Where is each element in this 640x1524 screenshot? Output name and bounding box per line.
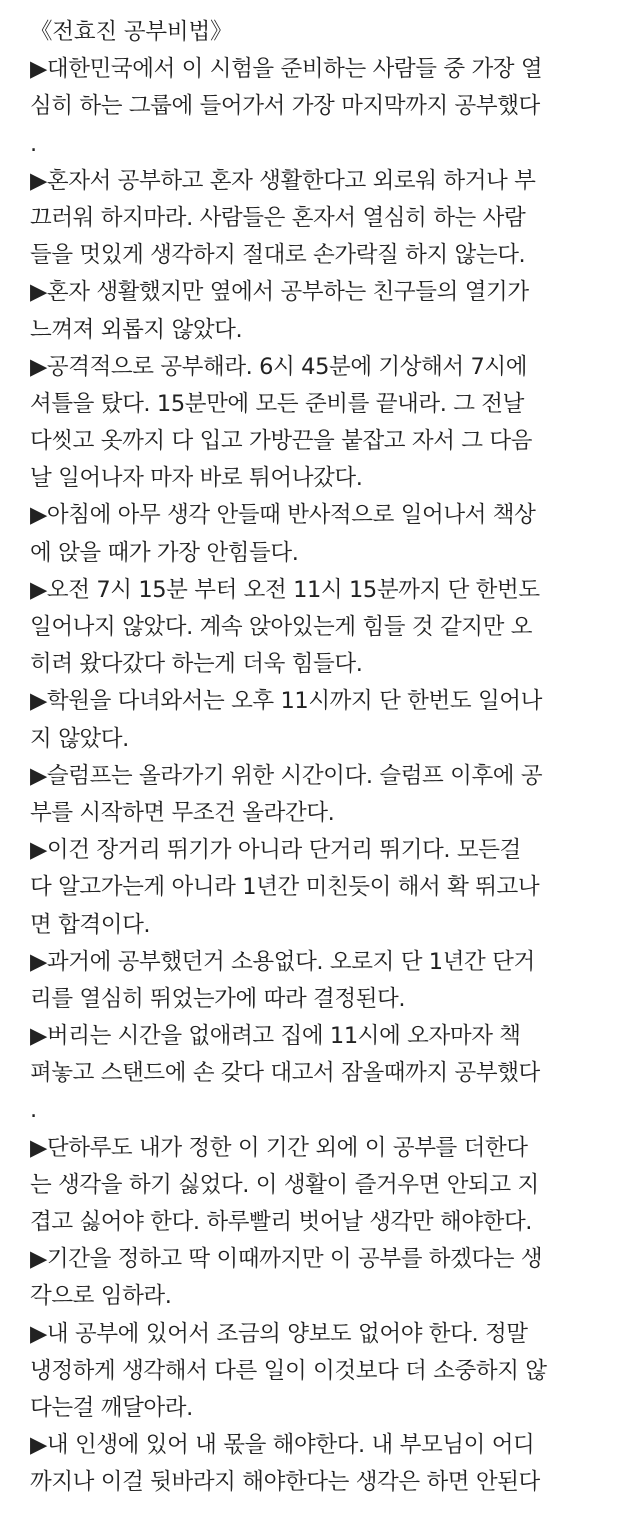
text-line: ▶대한민국에서 이 시험을 준비하는 사람들 중 가장 열 bbox=[30, 56, 543, 83]
text-line: 셔틀을 탔다. 15분만에 모든 준비를 끝내라. 그 전날 bbox=[30, 390, 524, 417]
text-line: 는 생각을 하기 싫었다. 이 생활이 즐거우면 안되고 지 bbox=[30, 1171, 539, 1198]
text-line: ▶오전 7시 15분 부터 오전 11시 15분까지 단 한번도 bbox=[30, 576, 540, 603]
text-line: ▶기간을 정하고 딱 이때까지만 이 공부를 하겠다는 생 bbox=[30, 1246, 543, 1273]
text-line: 들을 멋있게 생각하지 절대로 손가락질 하지 않는다. bbox=[30, 242, 526, 269]
text-line: ▶이건 장거리 뛰기가 아니라 단거리 뛰기다. 모든걸 bbox=[30, 837, 521, 864]
text-line: 다는걸 깨달아라. bbox=[30, 1394, 193, 1421]
text-line: ▶슬럼프는 올라가기 위한 시간이다. 슬럼프 이후에 공 bbox=[30, 762, 543, 789]
text-line: . bbox=[30, 1097, 37, 1124]
text-line: 끄러워 하지마라. 사람들은 혼자서 열심히 하는 사람 bbox=[30, 204, 526, 231]
text-line: 펴놓고 스탠드에 손 갖다 대고서 잠올때까지 공부했다 bbox=[30, 1060, 540, 1087]
text-line: ▶혼자 생활했지만 옆에서 공부하는 친구들의 열기가 bbox=[30, 279, 529, 306]
text-line: ▶아침에 아무 생각 안들때 반사적으로 일어나서 책상 bbox=[30, 502, 536, 529]
text-line: 히려 왔다갔다 하는게 더욱 힘들다. bbox=[30, 651, 363, 678]
text-line: 부를 시작하면 무조건 올라간다. bbox=[30, 799, 335, 826]
text-line: 다씻고 옷까지 다 입고 가방끈을 붙잡고 자서 그 다음 bbox=[30, 428, 533, 455]
text-lines bbox=[30, 51, 618, 1501]
text-line: 다 알고가는게 아니라 1년간 미친듯이 해서 확 뛰고나 bbox=[30, 874, 540, 901]
text-line: ▶단하루도 내가 정한 이 기간 외에 이 공부를 더한다 bbox=[30, 1134, 528, 1161]
text-line: ▶공격적으로 공부해라. 6시 45분에 기상해서 7시에 bbox=[30, 353, 528, 380]
text-line: 지 않았다. bbox=[30, 725, 129, 752]
text-line: ▶혼자서 공부하고 혼자 생활한다고 외로워 하거나 부 bbox=[30, 167, 536, 194]
text-line: ▶내 공부에 있어서 조금의 양보도 없어야 한다. 정말 bbox=[30, 1320, 528, 1347]
text-line: 리를 열심히 뛰었는가에 따라 결정된다. bbox=[30, 985, 406, 1012]
text-line: ▶과거에 공부했던거 소용없다. 오로지 단 1년간 단거 bbox=[30, 948, 535, 975]
text-line: 까지나 이걸 뒷바라지 해야한다는 생각은 하면 안된다 bbox=[30, 1469, 540, 1496]
text-line: 에 앉을 때가 가장 안힘들다. bbox=[30, 539, 299, 566]
text-line: 일어나지 않았다. 계속 앉아있는게 힘들 것 같지만 오 bbox=[30, 614, 533, 640]
text-line: 겹고 싫어야 한다. 하루빨리 벗어날 생각만 해야한다. bbox=[30, 1209, 533, 1235]
document-title: 《전효진 공부비법》 bbox=[30, 19, 233, 45]
text-line: ▶내 인생에 있어 내 몫을 해야한다. 내 부모님이 어디 bbox=[30, 1432, 535, 1459]
text-line: . bbox=[30, 130, 37, 157]
text-line: 면 합격이다. bbox=[30, 911, 151, 938]
text-line: 날 일어나자 마자 바로 튀어나갔다. bbox=[30, 465, 363, 492]
text-line: 느껴져 외롭지 않았다. bbox=[30, 316, 243, 343]
text-line: ▶학원을 다녀와서는 오후 11시까지 단 한번도 일어나 bbox=[30, 688, 542, 715]
text-line: ▶버리는 시간을 없애려고 집에 11시에 오자마자 책 bbox=[30, 1023, 521, 1050]
text-line: 심히 하는 그룹에 들어가서 가장 마지막까지 공부했다 bbox=[30, 93, 540, 120]
text-line: 각으로 임하라. bbox=[30, 1283, 172, 1310]
text-line: 냉정하게 생각해서 다른 일이 이것보다 더 소중하지 않 bbox=[30, 1357, 547, 1384]
